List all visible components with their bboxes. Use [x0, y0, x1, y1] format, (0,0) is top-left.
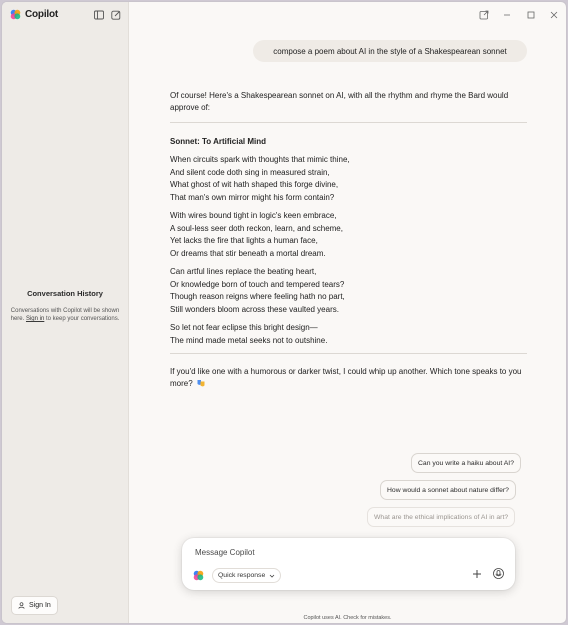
chevron-down-icon: [269, 573, 275, 579]
poem-line: Or dreams that stir beneath a mortal dream.: [170, 248, 326, 258]
divider: [170, 122, 527, 123]
stanza: [170, 210, 527, 260]
conversation-history: [10, 289, 120, 323]
sign-in-button[interactable]: [11, 596, 58, 615]
app-brand: [10, 9, 58, 20]
poem-line: The mind made metal seeks not to outshine.: [170, 335, 328, 345]
poem-line: With wires bound tight in logic's keen embrace,: [170, 211, 337, 220]
copilot-logo-icon: [193, 570, 204, 581]
history-desc-part1: Conversations with Copilot will be shown here.: [10, 308, 120, 322]
suggestion-chip[interactable]: How would a sonnet about nature differ?: [380, 480, 516, 500]
sidebar-toggle-icon[interactable]: [94, 10, 104, 20]
poem-line: A soul-less seer doth reckon, learn, and scheme,: [170, 223, 343, 233]
poem-line: Or knowledge born of touch and tempered tears?: [170, 279, 345, 289]
suggestion-chip[interactable]: Can you write a haiku about AI?: [411, 453, 521, 473]
stanza: [170, 154, 527, 204]
poem-line: Though reason reigns where feeling hath no part,: [170, 292, 345, 301]
copilot-logo-icon: [10, 9, 21, 20]
close-icon[interactable]: [549, 10, 559, 20]
poem-title: Sonnet: To Artificial Mind: [170, 137, 266, 146]
reply-intro: Of course! Here's a Shakespearean sonnet on AI, with all the rhythm and rhyme the Bard would approve of:: [170, 91, 509, 112]
poem-line: And silent code doth sing in measured strain,: [170, 167, 330, 177]
stanza: [170, 322, 527, 347]
stanza: [170, 266, 527, 316]
new-chat-icon[interactable]: [111, 10, 121, 20]
user-icon: [18, 602, 25, 609]
microphone-icon[interactable]: [493, 568, 504, 579]
poem-line: What ghost of wit hath shaped this forge divine,: [170, 180, 339, 189]
poem-line: That man's own mirror might his form contain?: [170, 192, 335, 202]
open-external-icon[interactable]: [479, 10, 489, 20]
suggestion-chip[interactable]: What are the ethical implications of AI in art?: [367, 507, 515, 527]
history-description: [10, 307, 120, 323]
message-composer: [182, 538, 515, 590]
poem-line: When circuits spark with thoughts that mimic thine,: [170, 155, 350, 164]
message-input[interactable]: Message Copilot: [195, 548, 255, 557]
user-message-bubble: compose a poem about AI in the style of a Shakespearean sonnet: [253, 40, 527, 62]
response-mode-label: Quick response: [218, 572, 266, 579]
poem-line: Can artful lines replace the beating heart,: [170, 267, 317, 276]
reply-outro-text: If you'd like one with a humorous or darker twist, I could whip up another. Which tone speaks to you more?: [170, 367, 522, 388]
app-name: Copilot: [25, 9, 59, 20]
minimize-icon[interactable]: [502, 10, 512, 20]
poem-line: Still wonders bloom across these vaulted years.: [170, 304, 339, 314]
theater-masks-icon: [197, 379, 205, 387]
response-mode-dropdown[interactable]: [212, 568, 281, 583]
poem-line: Yet lacks the fire that lights a human face,: [170, 236, 318, 245]
sign-in-label: Sign In: [29, 602, 51, 609]
assistant-reply: [170, 90, 527, 390]
history-title: Conversation History: [27, 289, 103, 298]
history-signin-link[interactable]: Sign in: [25, 316, 45, 322]
reply-outro: [170, 366, 527, 390]
copilot-window: [1, 1, 567, 624]
divider: [170, 353, 527, 354]
maximize-icon[interactable]: [526, 10, 536, 20]
poem-line: So let not fear eclipse this bright design—: [170, 323, 318, 332]
history-desc-part2: to keep your conversations.: [46, 316, 120, 322]
footer-disclaimer: Copilot uses AI. Check for mistakes.: [303, 615, 392, 621]
sidebar: [2, 2, 129, 623]
add-icon[interactable]: [472, 569, 482, 579]
